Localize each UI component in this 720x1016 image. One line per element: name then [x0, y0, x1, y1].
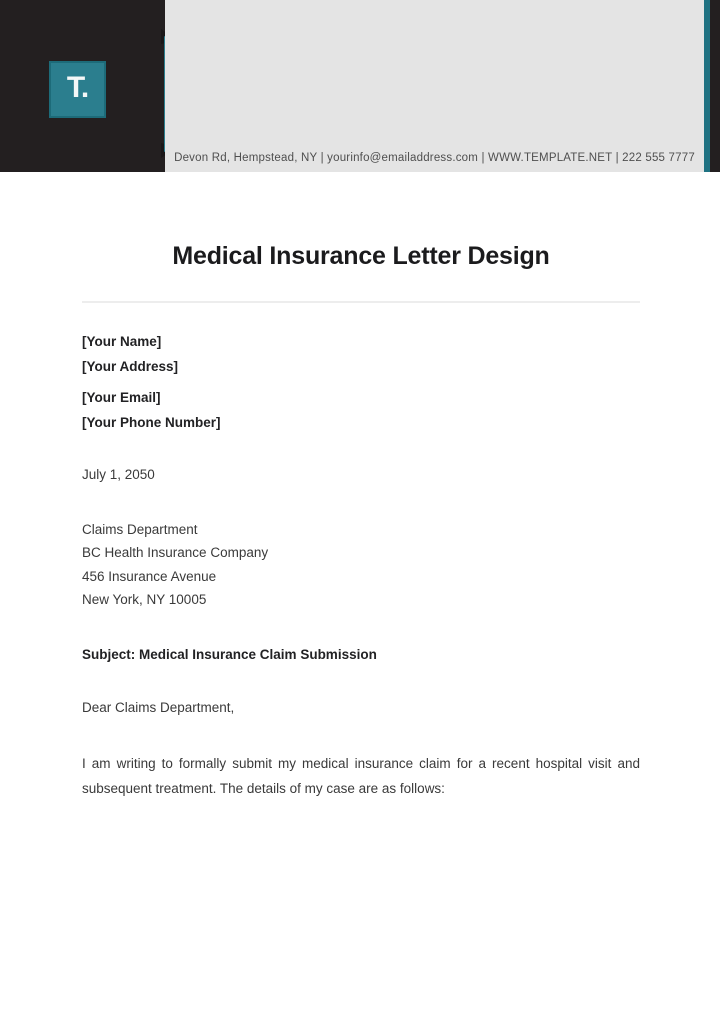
brand-logo-text: T.: [66, 71, 89, 104]
sender-address: [Your Address]: [82, 358, 179, 374]
greeting-line: Dear Claims Department,: [82, 700, 235, 715]
page-title: Medical Insurance Letter Design: [172, 242, 550, 270]
sender-block: [82, 330, 640, 435]
header-panel: [165, 0, 704, 172]
header-edge-dark-strip: [710, 0, 720, 172]
title-divider: [82, 301, 640, 303]
subject-line: Subject: Medical Insurance Claim Submission: [82, 646, 377, 662]
brand-logo-icon: [49, 61, 106, 118]
brand-block: [0, 0, 165, 172]
letter-content: [0, 172, 720, 802]
recipient-line: BC Health Insurance Company: [82, 545, 269, 560]
letterhead-header: [0, 0, 720, 172]
date-line: July 1, 2050: [82, 467, 155, 482]
recipient-line: 456 Insurance Avenue: [82, 568, 217, 584]
sender-name: [Your Name]: [82, 334, 162, 349]
recipient-line: Claims Department: [82, 521, 198, 537]
body-paragraph: I am writing to formally submit my medical insurance claim for a recent hospital visit and subsequent treatment. The details of my case are as follows:: [82, 755, 640, 796]
sender-email: [Your Email]: [82, 390, 161, 405]
recipient-block: [82, 518, 640, 612]
contact-line: Devon Rd, Hempstead, NY | yourinfo@emailaddress.com | WWW.TEMPLATE.NET | 222 555 7777: [174, 152, 695, 164]
sender-phone: [Your Phone Number]: [82, 414, 221, 430]
recipient-line: New York, NY 10005: [82, 592, 207, 607]
